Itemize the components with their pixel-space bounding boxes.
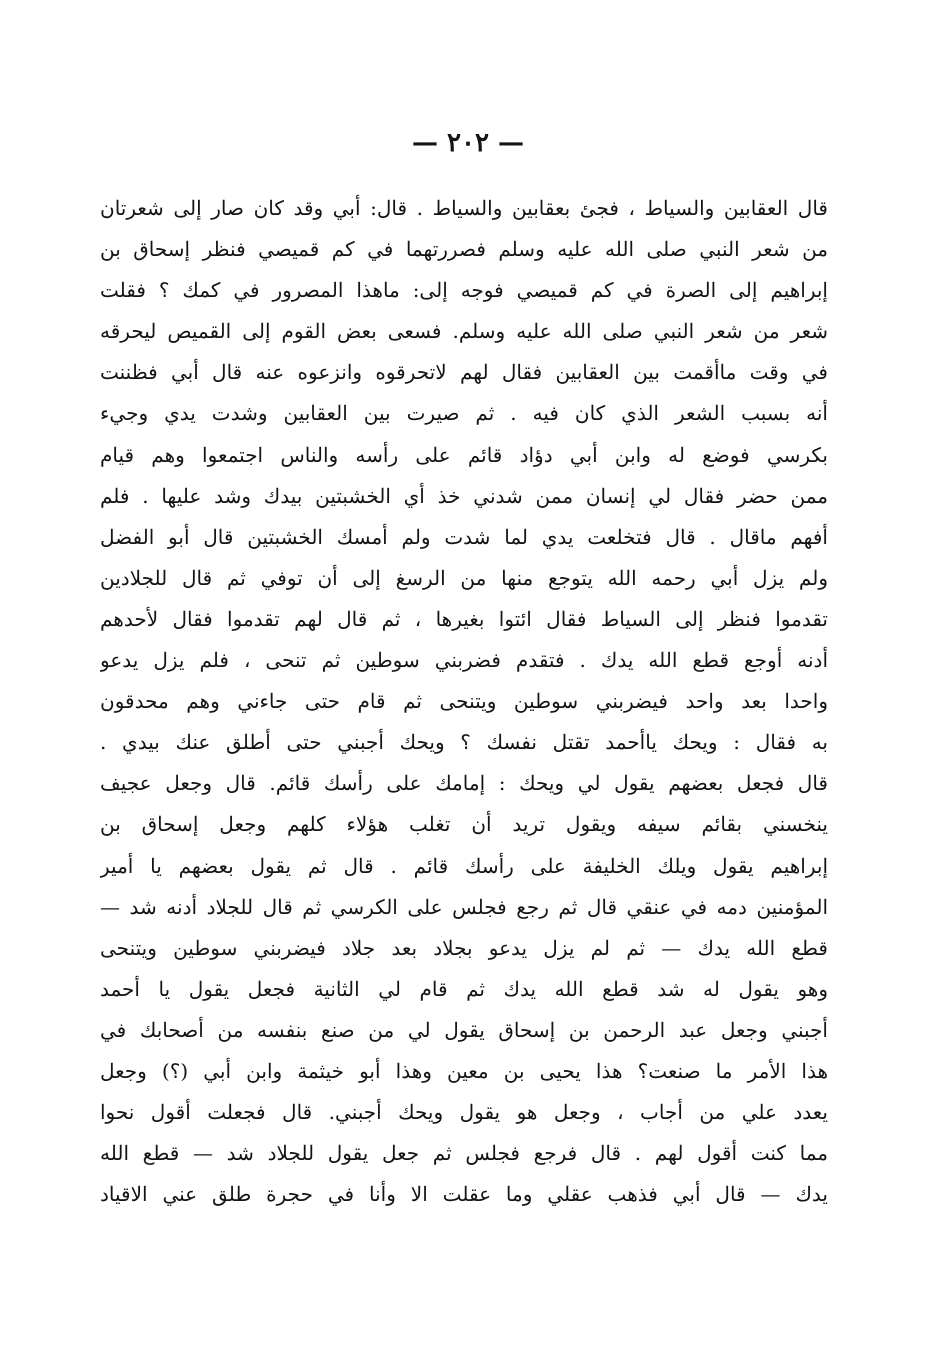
page-number: — ٢٠٢ —	[411, 128, 525, 158]
text-line: مما كنت أقول لهم . قال فرجع فجلس ثم جعل يقول للجلاد شد — قطع الله	[100, 1141, 828, 1166]
text-line: ولم يزل أبي رحمه الله يتوجع منها من الرسغ إلى أن توفي ثم قال للجلادين	[100, 565, 828, 590]
text-line: هذا الأمر ما صنعت؟ هذا يحيى بن معين وهذا أبو خيثمة وابن أبي (؟) وجعل	[100, 1058, 828, 1083]
text-line: يعدد علي من أجاب ، وجعل هو يقول ويحك أجبني. قال فجعلت أقول نحوا	[100, 1100, 828, 1125]
text-line: أجبني وجعل عبد الرحمن بن إسحاق يقول لي من صنع بنفسه من أصحابك في	[100, 1017, 828, 1042]
text-line: إبراهيم يقول ويلك الخليفة على رأسك قائم . قال ثم يقول بعضهم يا أمير	[100, 853, 828, 878]
text-line: بكرسي فوضع له وابن أبي دؤاد قائم على رأسه والناس اجتمعوا وهم قيام	[100, 442, 828, 467]
text-line: من شعر النبي صلى الله عليه وسلم فصررتهما في كم قميصي فنظر إسحاق بن	[100, 237, 828, 262]
text-line: أدنه أوجع قطع الله يدك . فتقدم فضربني سوطين ثم تنحى ، فلم يزل يدعو	[100, 648, 828, 673]
text-line: وهو يقول له شد قطع الله يدك ثم قام لي الثانية فجعل يقول يا أحمد	[100, 976, 828, 1001]
text-line: أفهم ماقال . قال فتخلعت يدي لما شدت ولم أمسك الخشبتين قال أبو الفضل	[100, 524, 828, 549]
text-line: قطع الله يدك — ثم لم يزل يدعو بجلاد بعد جلاد فيضربني سوطين ويتنحى	[100, 935, 828, 960]
text-line: ينخسني بقائم سيفه ويقول تريد أن تغلب هؤلاء كلهم وجعل إسحاق بن	[100, 812, 828, 837]
text-line: به فقال : ويحك ياأحمد تقتل نفسك ؟ ويحك أجبني حتى أطلق عنك بيدي .	[100, 730, 828, 755]
text-line: أنه بسبب الشعر الذي كان فيه . ثم صيرت بين العقابين وشدت يدي وجيء	[100, 401, 828, 426]
body-text	[100, 188, 828, 1215]
text-line: في وقت ماأقمت بين العقابين فقال لهم لاتحرقوه وانزعوه عنه قال أبي فظننت	[100, 360, 828, 385]
text-line: يدك — قال أبي فذهب عقلي وما عقلت الا وأنا في حجرة طلق عني الاقياد	[100, 1182, 828, 1207]
text-line: قال العقابين والسياط ، فجئ بعقابين والسياط . قال: أبي وقد كان صار إلى شعرتان	[100, 196, 828, 220]
text-line: واحدا بعد واحد فيضربني سوطين ويتنحى ثم قام حتى جاءني وهم محدقون	[100, 689, 828, 714]
text-line: قال فجعل بعضهم يقول لي ويحك : إمامك على رأسك قائم. قال وجعل عجيف	[100, 771, 828, 796]
text-line: تقدموا فنظر إلى السياط فقال ائتوا بغيرها ، ثم قال لهم تقدموا فقال لأحدهم	[100, 606, 828, 631]
text-line: ممن حضر فقال لي إنسان ممن شدني خذ أي الخشبتين بيدك وشد عليها . فلم	[100, 483, 828, 508]
text-line: إبراهيم إلى الصرة في كم قميصي فوجه إلى: ماهذا المصرور في كمك ؟ فقلت	[100, 278, 828, 303]
text-line: المؤمنين دمه في عنقي قال ثم رجع فجلس على الكرسي ثم قال للجلاد أدنه شد —	[100, 894, 828, 919]
text-line: شعر من شعر النبي صلى الله عليه وسلم. فسعى بعض القوم إلى القميص ليحرقه	[100, 319, 828, 344]
